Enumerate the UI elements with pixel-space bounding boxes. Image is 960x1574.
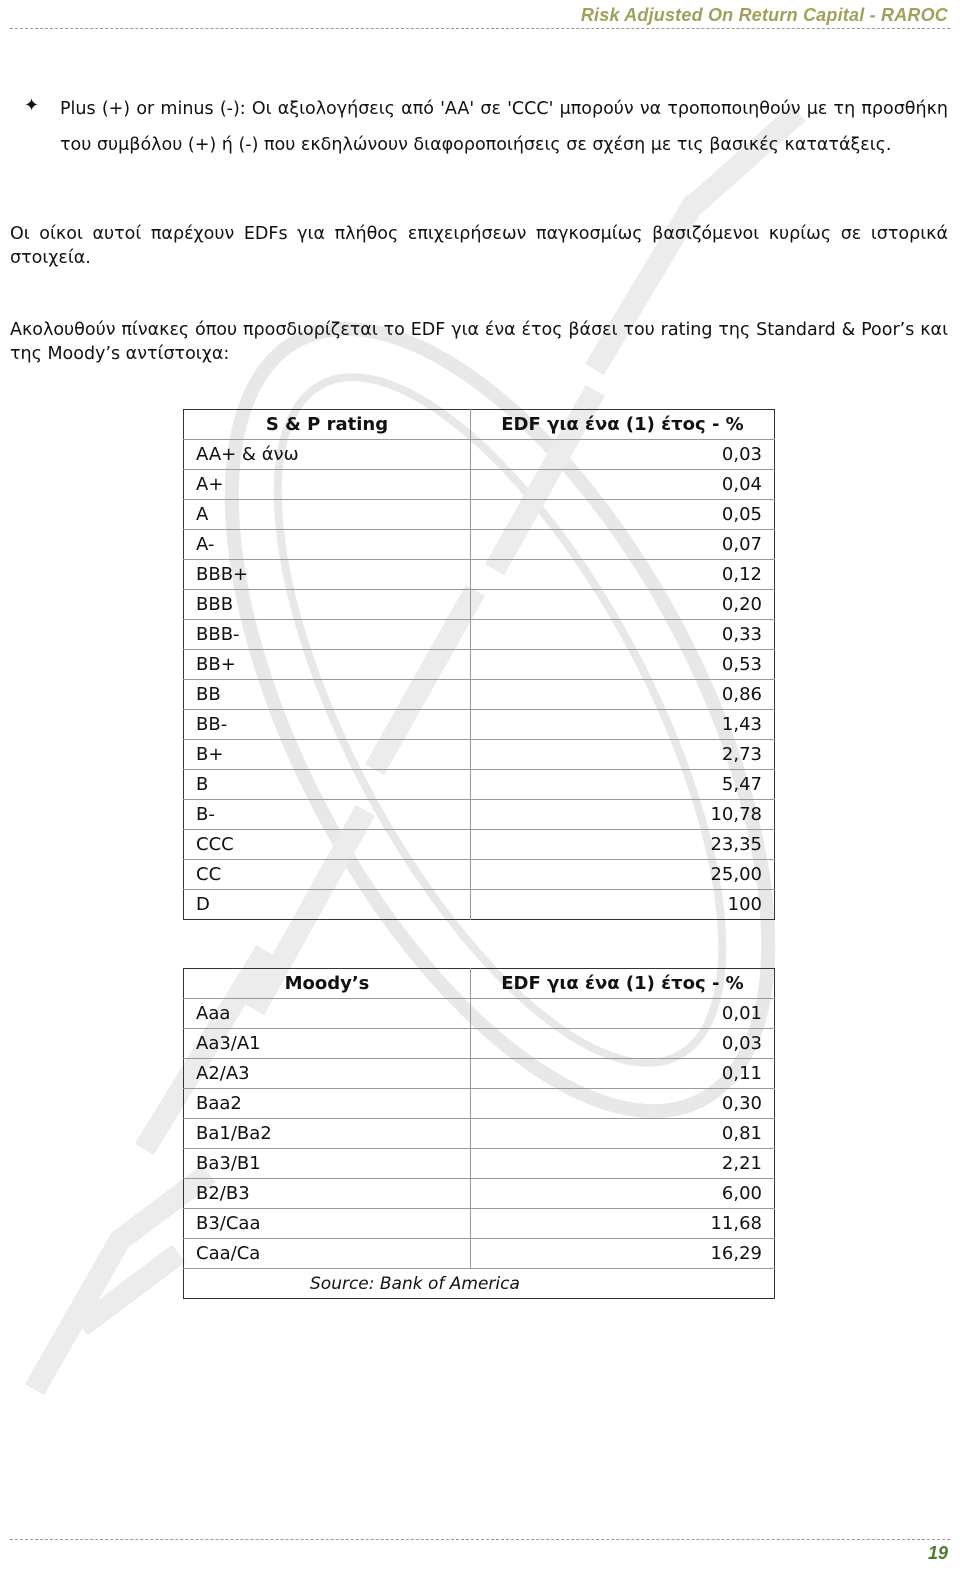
rating-cell: B [184,770,471,800]
table-row [184,999,775,1029]
edf-value-cell: 0,04 [471,470,775,500]
edf-value-cell: 0,53 [471,650,775,680]
edf-value-cell: 1,43 [471,710,775,740]
paragraph-tables-intro: Ακολουθούν πίνακες όπου προσδιορίζεται το EDF για ένα έτος βάσει του rating της Standard & Poor’s και της Moody’s αντίστοιχα: [10,320,948,364]
sp-table-header-row [184,410,775,440]
source-note: Source: Bank of America [310,1273,520,1294]
table-row [184,740,775,770]
moodys-edf-header: EDF για ένα (1) έτος - % [471,969,775,999]
edf-value-cell: 0,20 [471,590,775,620]
edf-value-cell: 0,03 [471,440,775,470]
rating-cell: BBB [184,590,471,620]
table-row [184,890,775,920]
table-row [184,1209,775,1239]
rating-cell: BB- [184,710,471,740]
table-row [184,470,775,500]
table-row [184,560,775,590]
rating-cell: BBB+ [184,560,471,590]
header-divider [10,28,950,29]
rating-cell: B+ [184,740,471,770]
edf-value-cell: 0,03 [471,1029,775,1059]
footer-divider [10,1539,950,1540]
rating-cell: A [184,500,471,530]
edf-value-cell: 0,07 [471,530,775,560]
rating-cell: B- [184,800,471,830]
paragraph-edf-providers: Οι οίκοι αυτοί παρέχουν EDFs για πλήθος επιχειρήσεων παγκοσμίως βασιζόμενοι κυρίως σε ιστορικά στοιχεία. [10,224,948,268]
moodys-rating-header: Moody’s [184,969,471,999]
table-row [184,500,775,530]
edf-value-cell: 0,01 [471,999,775,1029]
table-row [184,650,775,680]
rating-cell: Ba1/Ba2 [184,1119,471,1149]
page-number: 19 [927,1543,948,1563]
edf-value-cell: 0,33 [471,620,775,650]
table-row [184,530,775,560]
sp-rating-header: S & P rating [184,410,471,440]
rating-cell: CC [184,860,471,890]
rating-cell: A2/A3 [184,1059,471,1089]
rating-cell: Aaa [184,999,471,1029]
edf-value-cell: 23,35 [471,830,775,860]
edf-value-cell: 0,11 [471,1059,775,1089]
rating-cell: D [196,894,210,915]
table-row [184,770,775,800]
rating-cell: A- [184,530,471,560]
table-row [184,830,775,860]
rating-cell: BB+ [184,650,471,680]
rating-cell: Baa2 [184,1089,471,1119]
four-pointed-star-icon: ✦ [24,95,40,116]
edf-value-cell: 0,05 [471,500,775,530]
header-title: Risk Adjusted On Return Capital - RAROC [580,5,948,25]
table-row [184,1119,775,1149]
table-row [184,680,775,710]
edf-value-cell: 10,78 [471,800,775,830]
edf-value-cell: 2,73 [471,740,775,770]
table-row [184,1179,775,1209]
edf-value-cell: 100 [471,890,775,920]
moodys-table-header-row [184,969,775,999]
rating-cell: Caa/Ca [184,1239,471,1269]
moodys-rating-table [183,968,775,1299]
table-row [184,1239,775,1269]
edf-value-cell: 11,68 [471,1209,775,1239]
table-row [184,800,775,830]
edf-value-cell: 25,00 [471,860,775,890]
edf-value-cell: 16,29 [471,1239,775,1269]
table-row [184,620,775,650]
table-row [184,710,775,740]
table-row [184,1089,775,1119]
table-row [184,1059,775,1089]
rating-cell: AA+ & άνω [184,440,471,470]
edf-value-cell: 0,86 [471,680,775,710]
edf-value-cell: 0,30 [471,1089,775,1119]
rating-cell: CCC [184,830,471,860]
rating-cell: A+ [184,470,471,500]
table-row [184,1149,775,1179]
rating-cell: Aa3/A1 [184,1029,471,1059]
rating-cell: B2/B3 [184,1179,471,1209]
table-row [184,860,775,890]
source-row [184,1269,775,1299]
table-row [184,440,775,470]
rating-cell: BBB- [184,620,471,650]
table-row [184,1029,775,1059]
edf-value-cell: 6,00 [471,1179,775,1209]
edf-value-cell: 0,81 [471,1119,775,1149]
rating-cell: B3/Caa [184,1209,471,1239]
rating-cell: Ba3/B1 [184,1149,471,1179]
table-row [184,590,775,620]
bullet-text: Plus (+) or minus (-): Οι αξιολογήσεις από 'AA' σε 'CCC' μπορούν να τροποποιηθούν με τη προσθήκη του συμβόλου (+) ή (-) που εκδηλώνουν διαφοροποιήσεις σε σχέση με τις βασικές κατατάξεις. [60,99,948,155]
edf-value-cell: 2,21 [471,1149,775,1179]
sp-edf-header: EDF για ένα (1) έτος - % [471,410,775,440]
sp-rating-table [183,409,775,920]
rating-cell: BB [184,680,471,710]
edf-value-cell: 0,12 [471,560,775,590]
edf-value-cell: 5,47 [471,770,775,800]
